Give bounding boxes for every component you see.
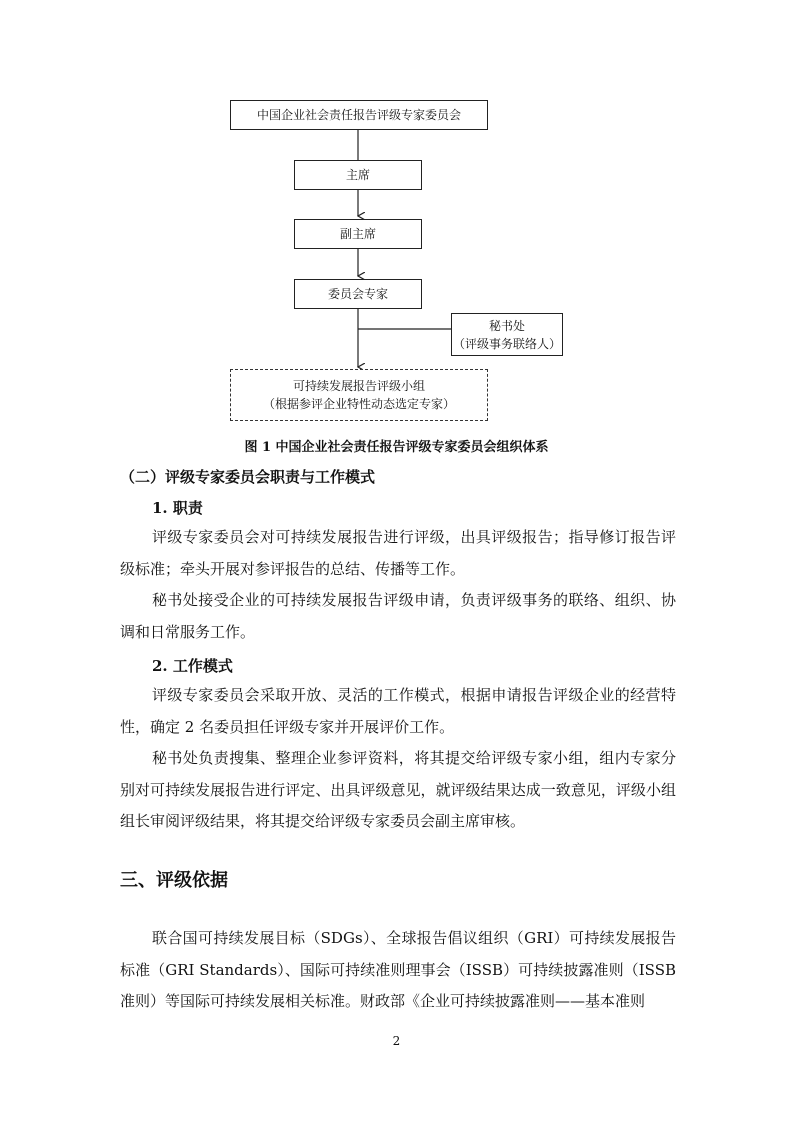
org-box-vice-chair-label: 副主席 <box>339 227 376 241</box>
org-box-rating-panel-line2: （根据参评企业特性动态选定专家） <box>262 397 455 411</box>
org-box-secretariat-line1: 秘书处 <box>488 318 525 333</box>
org-box-rating-panel <box>230 369 488 421</box>
subheading-work-mode: 2. 工作模式 <box>152 657 233 675</box>
paragraph: 联合国可持续发展目标（SDGs）、全球报告倡议组织（GRI）可持续发展报告标准（GRI Standards）、国际可持续准则理事会（ISSB）可持续披露准则（ISSB 准则）等国际可持续发展相关标准。财政部《企业可持续披露准则——基本准则 <box>120 929 676 1010</box>
paragraph: 评级专家委员会对可持续发展报告进行评级，出具评级报告；指导修订报告评级标准；牵头开展对参评报告的总结、传播等工作。 <box>120 528 676 578</box>
subheading-duties: 1. 职责 <box>152 499 203 517</box>
paragraph: 秘书处接受企业的可持续发展报告评级申请，负责评级事务的联络、组织、协调和日常服务工作。 <box>120 591 676 641</box>
org-box-committee <box>230 100 488 130</box>
org-box-experts <box>294 279 422 309</box>
org-box-secretariat-line2: （评级事务联络人） <box>452 336 561 351</box>
section-title: 三、评级依据 <box>120 870 228 891</box>
org-box-vice-chair <box>294 219 422 249</box>
paragraph: 评级专家委员会采取开放、灵活的工作模式，根据申请报告评级企业的经营特性，确定 2 名委员担任评级专家并开展评价工作。 <box>120 686 676 736</box>
org-box-experts-label: 委员会专家 <box>327 287 388 301</box>
figure-caption: 图 1 中国企业社会责任报告评级专家委员会组织体系 <box>244 440 549 455</box>
section-heading: （二）评级专家委员会职责与工作模式 <box>120 468 376 486</box>
org-box-chair-label: 主席 <box>345 168 370 182</box>
org-box-rating-panel-line1: 可持续发展报告评级小组 <box>292 379 425 393</box>
paragraph: 秘书处负责搜集、整理企业参评资料，将其提交给评级专家小组，组内专家分别对可持续发展报告进行评定、出具评级意见，就评级结果达成一致意见，评级小组组长审阅评级结果，将其提交给评级专家委员会副主席审核。 <box>120 749 676 830</box>
org-box-chair <box>294 160 422 190</box>
org-box-committee-label: 中国企业社会责任报告评级专家委员会 <box>256 108 461 122</box>
org-box-secretariat <box>451 313 563 356</box>
page-number: 2 <box>392 1034 401 1048</box>
